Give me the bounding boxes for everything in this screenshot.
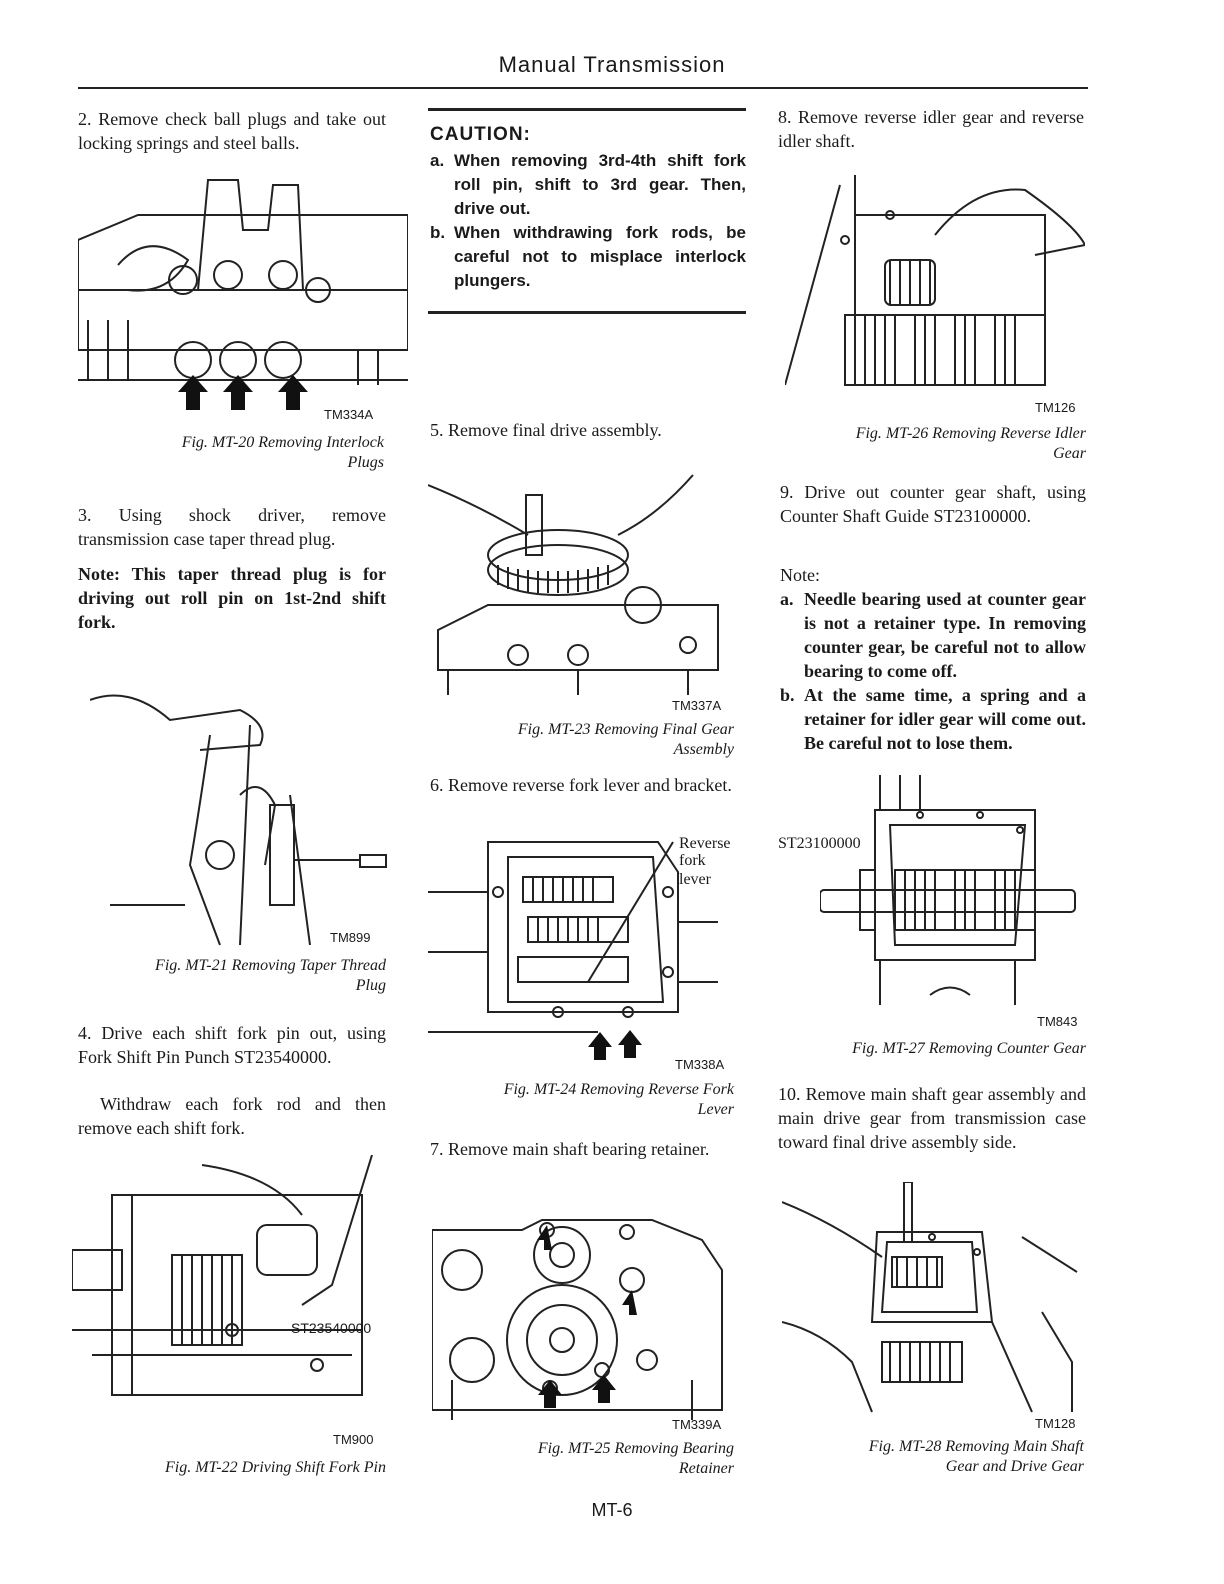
fig-mt-25-code: TM339A — [672, 1417, 722, 1432]
fig-mt-20-illustration — [78, 170, 408, 420]
note-item-b-marker: b. — [780, 685, 795, 705]
fig-mt-22-illustration — [72, 1155, 392, 1420]
caution-box — [428, 108, 746, 314]
fig-mt-25-caption-line2: Retainer — [678, 1460, 734, 1477]
fig-mt-21-illustration — [90, 665, 390, 950]
fig-mt-21-code: TM899 — [330, 930, 371, 945]
fig-mt-26-code: TM126 — [1035, 400, 1076, 415]
fig-mt-21-caption — [78, 956, 386, 996]
note-item-a — [780, 587, 1086, 683]
fig-mt-24-label-lever: lever — [679, 871, 711, 888]
fig-mt-26-illustration — [785, 175, 1085, 390]
fig-mt-22-caption: Fig. MT-22 Driving Shift Fork Pin — [164, 1459, 386, 1476]
fig-mt-20-code: TM334A — [324, 407, 374, 422]
fig-mt-27-caption: Fig. MT-27 Removing Counter Gear — [852, 1040, 1086, 1057]
fig-mt-22-code: TM900 — [333, 1432, 374, 1447]
fig-mt-20-caption-line2: Plugs — [347, 454, 384, 471]
caution-title: CAUTION: — [430, 124, 531, 145]
fig-mt-24-caption-line2: Lever — [697, 1101, 734, 1118]
step-3-note: Note: This taper thread plug is for driving out roll pin on 1st-2nd shift fork. — [78, 564, 386, 632]
caution-item-b — [430, 221, 746, 293]
step-4-withdraw: Withdraw each fork rod and then remove each shift fork. — [78, 1094, 386, 1138]
fig-mt-25-caption — [430, 1439, 734, 1479]
fig-mt-23-code: TM337A — [672, 698, 722, 713]
step-6: 6. Remove reverse fork lever and bracket. — [430, 775, 732, 795]
caution-item-b-marker: b. — [430, 223, 446, 242]
fig-mt-21-caption-line1: Fig. MT-21 Removing Taper Thread — [155, 957, 386, 974]
fig-mt-27-code: TM843 — [1037, 1014, 1078, 1029]
caution-item-b-text: When withdrawing fork rods, be careful not to misplace interlock plungers. — [454, 223, 746, 290]
page-number: MT-6 — [591, 1500, 633, 1520]
fig-mt-25-illustration — [432, 1210, 732, 1420]
page-header: Manual Transmission — [498, 52, 726, 77]
fig-mt-28-code: TM128 — [1035, 1416, 1076, 1431]
fig-mt-23-caption-line2: Assembly — [673, 741, 734, 758]
fig-mt-28-caption-line1: Fig. MT-28 Removing Main Shaft — [868, 1438, 1084, 1455]
note-item-a-text: Needle bearing used at counter gear is not a retainer type. In removing counter gear, be careful not to allow bearing to come off. — [804, 589, 1086, 681]
fig-mt-20-caption — [78, 433, 384, 473]
note-item-b-text: At the same time, a spring and a retainer for idler gear will come out. Be careful not to lose them. — [804, 685, 1086, 753]
step-8: 8. Remove reverse idler gear and reverse idler shaft. — [778, 107, 1084, 151]
fig-mt-24-label-reverse: Reverse — [679, 835, 731, 852]
fig-mt-24-caption — [430, 1080, 734, 1120]
step-9: 9. Drive out counter gear shaft, using Counter Shaft Guide ST23100000. — [780, 482, 1086, 526]
fig-mt-27-illustration — [820, 770, 1080, 1010]
fig-mt-24-caption-line1: Fig. MT-24 Removing Reverse Fork — [503, 1081, 734, 1098]
fig-mt-21-caption-line2: Plug — [355, 977, 386, 994]
step-5: 5. Remove final drive assembly. — [430, 420, 662, 440]
fig-mt-20-caption-line1: Fig. MT-20 Removing Interlock — [181, 434, 384, 451]
note-item-a-marker: a. — [780, 589, 794, 609]
fig-mt-22-tool-label: ST23540000 — [291, 1320, 372, 1336]
fig-mt-25-caption-line1: Fig. MT-25 Removing Bearing — [537, 1440, 734, 1457]
step-7: 7. Remove main shaft bearing retainer. — [430, 1139, 710, 1159]
step-2: 2. Remove check ball plugs and take out locking springs and steel balls. — [78, 109, 386, 153]
fig-mt-28-caption-line2: Gear and Drive Gear — [945, 1458, 1084, 1475]
fig-mt-26-caption-line1: Fig. MT-26 Removing Reverse Idler — [855, 425, 1086, 442]
fig-mt-26-caption-line2: Gear — [1053, 445, 1086, 462]
step-10: 10. Remove main shaft gear assembly and main drive gear from transmission case toward final drive assembly side. — [778, 1084, 1086, 1152]
caution-item-a-marker: a. — [430, 151, 445, 170]
fig-mt-23-illustration — [428, 465, 738, 695]
caution-item-a — [430, 149, 746, 221]
fig-mt-28-illustration — [782, 1182, 1087, 1417]
step-3: 3. Using shock driver, remove transmission case taper thread plug. — [78, 505, 386, 549]
fig-mt-26-caption — [778, 424, 1086, 464]
note-list — [780, 587, 1086, 755]
note-item-b — [780, 683, 1086, 755]
caution-item-a-text: When removing 3rd-4th shift fork roll pin, shift to 3rd gear. Then, drive out. — [454, 151, 746, 218]
fig-mt-23-caption — [430, 720, 734, 760]
fig-mt-24-label-fork: fork — [679, 852, 706, 869]
header-rule — [78, 87, 1088, 89]
fig-mt-23-caption-line1: Fig. MT-23 Removing Final Gear — [517, 721, 734, 738]
step-4: 4. Drive each shift fork pin out, using Fork Shift Pin Punch ST23540000. — [78, 1023, 386, 1067]
note-title: Note: — [780, 565, 820, 585]
fig-mt-28-caption — [778, 1437, 1084, 1477]
fig-mt-27-tool-label: ST23100000 — [778, 835, 861, 852]
fig-mt-24-code: TM338A — [675, 1057, 725, 1072]
